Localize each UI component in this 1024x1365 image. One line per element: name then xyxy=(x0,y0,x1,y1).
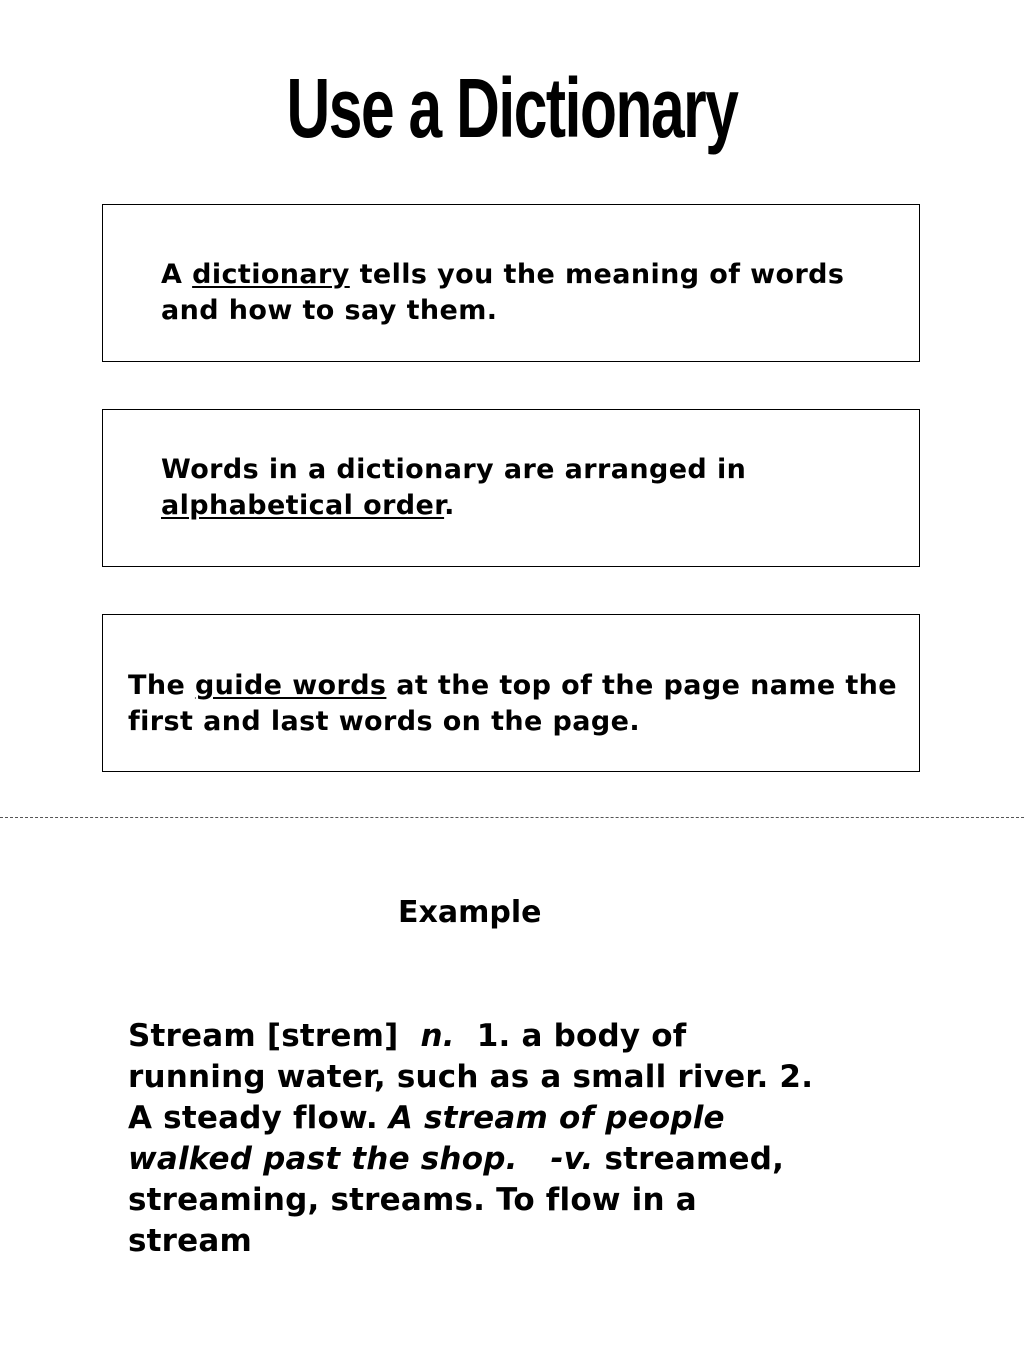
card-text-lead: A xyxy=(161,259,193,290)
key-term-dictionary: dictionary xyxy=(192,259,350,290)
example-heading: Example xyxy=(398,895,542,930)
page-title: Use a Dictionary xyxy=(286,61,738,155)
card-text-rest: . xyxy=(444,490,455,521)
entry-part-of-speech-verb: -v. xyxy=(550,1141,594,1177)
entry-pronunciation: [strem] xyxy=(266,1018,399,1054)
entry-sense-number-2: 2. xyxy=(779,1059,814,1095)
entry-verb-definition: To flow in a stream xyxy=(128,1182,697,1259)
entry-sense-text-2: A steady flow. xyxy=(128,1100,378,1136)
card-text-rest: at the top of the page name the first and last words on the page. xyxy=(128,670,898,737)
key-term-guide-words: guide words xyxy=(194,670,387,701)
entry-sense-number-1: 1. xyxy=(476,1018,511,1054)
entry-sense-text-1: a body of running water, such as a small river. xyxy=(128,1018,769,1095)
definition-card-text xyxy=(128,668,908,740)
entry-verb-forms: streamed, streaming, streams. xyxy=(128,1141,785,1218)
key-term-alphabetical-order: alphabetical order xyxy=(161,490,445,521)
definition-card-alphabetical-order xyxy=(102,409,920,567)
dictionary-entry-example xyxy=(128,1016,828,1262)
entry-usage-example: A stream of people walked past the shop. xyxy=(128,1100,725,1177)
definition-card-dictionary xyxy=(102,204,920,362)
definition-card-text xyxy=(161,452,911,524)
card-text-lead: Words in a dictionary are arranged in xyxy=(161,454,747,485)
card-text-lead: The xyxy=(128,670,195,701)
dashed-cut-line xyxy=(0,817,1024,818)
card-text-rest: tells you the meaning of words and how to say them. xyxy=(161,259,845,326)
definition-card-guide-words xyxy=(102,614,920,772)
entry-part-of-speech-noun: n. xyxy=(420,1018,455,1054)
definition-card-text xyxy=(161,257,911,329)
entry-headword: Stream xyxy=(128,1018,256,1054)
